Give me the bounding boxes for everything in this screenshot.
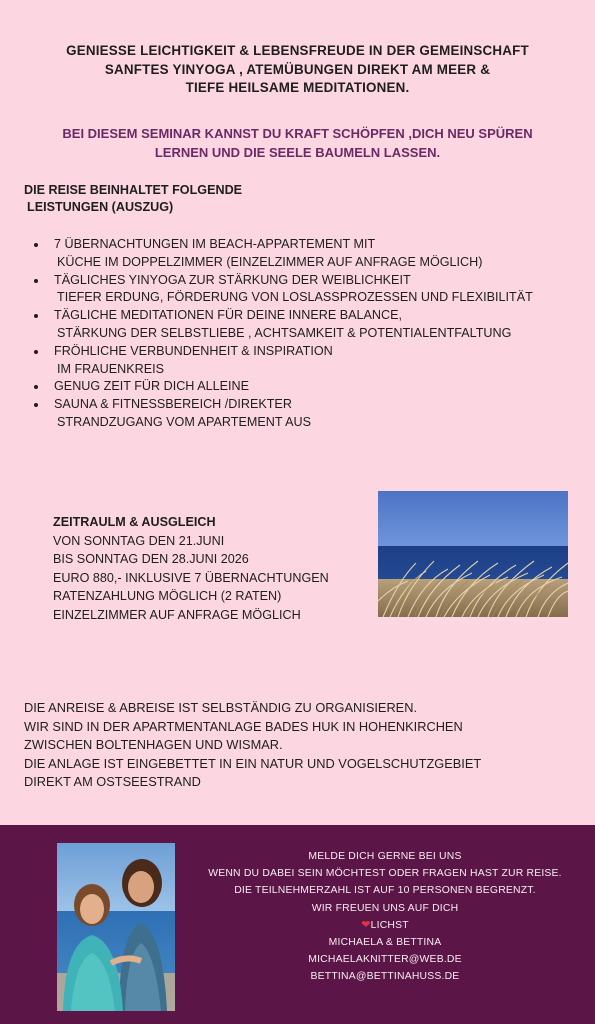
list-item-text: KÜCHE IM DOPPELZIMMER (EINZELZIMMER AUF ANFRAGE MÖGLICH) bbox=[57, 254, 483, 269]
timeframe-single-room: EINZELZIMMER AUF ANFRAGE MÖGLICH bbox=[53, 607, 301, 622]
contact-line: MELDE DICH GERNE BEI UNS bbox=[308, 851, 462, 862]
list-item bbox=[34, 378, 595, 396]
subheading-line: BEI DIESEM SEMINAR KANNST DU KRAFT SCHÖPFEN ,DICH NEU SPÜREN bbox=[62, 126, 533, 141]
seminar-subheading bbox=[0, 125, 595, 162]
email-bettina[interactable]: BETTINA@BETTINAHUSS.DE bbox=[310, 971, 460, 983]
timeframe-block bbox=[53, 513, 329, 624]
heading-line: GENIESSE LEICHTIGKEIT & LEBENSFREUDE IN DER GEMEINSCHAFT bbox=[66, 43, 529, 58]
list-item-text: TÄGLICHE MEDITATIONEN FÜR DEINE INNERE BALANCE, bbox=[54, 308, 403, 323]
greeting-text: LICHST bbox=[370, 919, 409, 931]
inclusions-title-line: LEISTUNGEN (AUSZUG) bbox=[27, 200, 174, 214]
heading-line: TIEFE HEILSAME MEDITATIONEN. bbox=[185, 80, 410, 95]
list-item bbox=[34, 343, 595, 379]
contact-text bbox=[180, 848, 590, 986]
inclusions-list bbox=[34, 236, 595, 432]
timeframe-installments: RATENZAHLUNG MÖGLICH (2 RATEN) bbox=[53, 589, 282, 603]
list-item-text: IM FRAUENKREIS bbox=[57, 361, 165, 376]
list-item-text: STRANDZUGANG VOM APARTEMENT AUS bbox=[57, 414, 312, 429]
main-heading bbox=[0, 42, 595, 98]
list-item bbox=[34, 307, 595, 343]
list-item-text: 7 ÜBERNACHTUNGEN IM BEACH-APPARTEMENT MIT bbox=[54, 237, 376, 251]
inclusions-title bbox=[24, 182, 242, 216]
list-item-text: GENUG ZEIT FÜR DICH ALLEINE bbox=[54, 379, 250, 394]
list-item-text: TÄGLICHES YINYOGA ZUR STÄRKUNG DER WEIBLICHKEIT bbox=[54, 272, 411, 287]
inclusions-title-line: DIE REISE BEINHALTET FOLGENDE bbox=[24, 183, 243, 197]
timeframe-to: BIS SONNTAG DEN 28.JUNI 2026 bbox=[53, 552, 249, 566]
travel-info bbox=[24, 699, 481, 792]
host-names: MICHAELA & BETTINA bbox=[328, 937, 442, 949]
email-michaela[interactable]: MICHAELAKNITTER@WEB.DE bbox=[308, 954, 462, 966]
list-item-text: STÄRKUNG DER SELBSTLIEBE , ACHTSAMKEIT & POTENTIALENTFALTUNG bbox=[57, 325, 512, 340]
hosts-photo bbox=[57, 843, 175, 1011]
greeting-line bbox=[180, 917, 590, 934]
travel-line: ZWISCHEN BOLTENHAGEN UND WISMAR. bbox=[24, 737, 283, 752]
travel-line: WIR SIND IN DER APARTMENTANLAGE BADES HUK IN HOHENKIRCHEN bbox=[24, 718, 463, 734]
timeframe-from: VON SONNTAG DEN 21.JUNI bbox=[53, 533, 225, 548]
timeframe-title: ZEITRAULM & AUSGLEICH bbox=[53, 515, 216, 529]
list-item bbox=[34, 272, 595, 308]
list-item-text: SAUNA & FITNESSBEREICH /DIREKTER bbox=[54, 397, 292, 412]
subheading-line: LERNEN UND DIE SEELE BAUMELN LASSEN. bbox=[154, 144, 441, 160]
list-item-text: TIEFER ERDUNG, FÖRDERUNG VON LOSLASSPROZESSEN UND FLEXIBILITÄT bbox=[57, 290, 533, 305]
list-item bbox=[34, 236, 595, 272]
timeframe-price: EURO 880,- INKLUSIVE 7 ÜBERNACHTUNGEN bbox=[53, 570, 329, 585]
list-item-text: FRÖHLICHE VERBUNDENHEIT & INSPIRATION bbox=[54, 343, 333, 358]
beach-grass-photo bbox=[378, 491, 568, 617]
contact-line: WIR FREUEN UNS AUF DICH bbox=[311, 902, 459, 914]
contact-line: DIE TEILNEHMERZAHL IST AUF 10 PERSONEN BEGRENZT. bbox=[234, 885, 536, 897]
travel-line: DIE ANREISE & ABREISE IST SELBSTÄNDIG ZU ORGANISIEREN. bbox=[24, 700, 418, 715]
travel-line: DIE ANLAGE IST EINGEBETTET IN EIN NATUR UND VOGELSCHUTZGEBIET bbox=[24, 755, 482, 771]
list-item bbox=[34, 396, 595, 432]
contact-line: WENN DU DABEI SEIN MÖCHTEST ODER FRAGEN HAST ZUR REISE. bbox=[208, 868, 562, 880]
heading-line: SANFTES YINYOGA , ATEMÜBUNGEN DIREKT AM MEER & bbox=[104, 61, 491, 77]
travel-line: DIREKT AM OSTSEESTRAND bbox=[24, 774, 201, 789]
heart-icon: ❤ bbox=[361, 918, 371, 931]
